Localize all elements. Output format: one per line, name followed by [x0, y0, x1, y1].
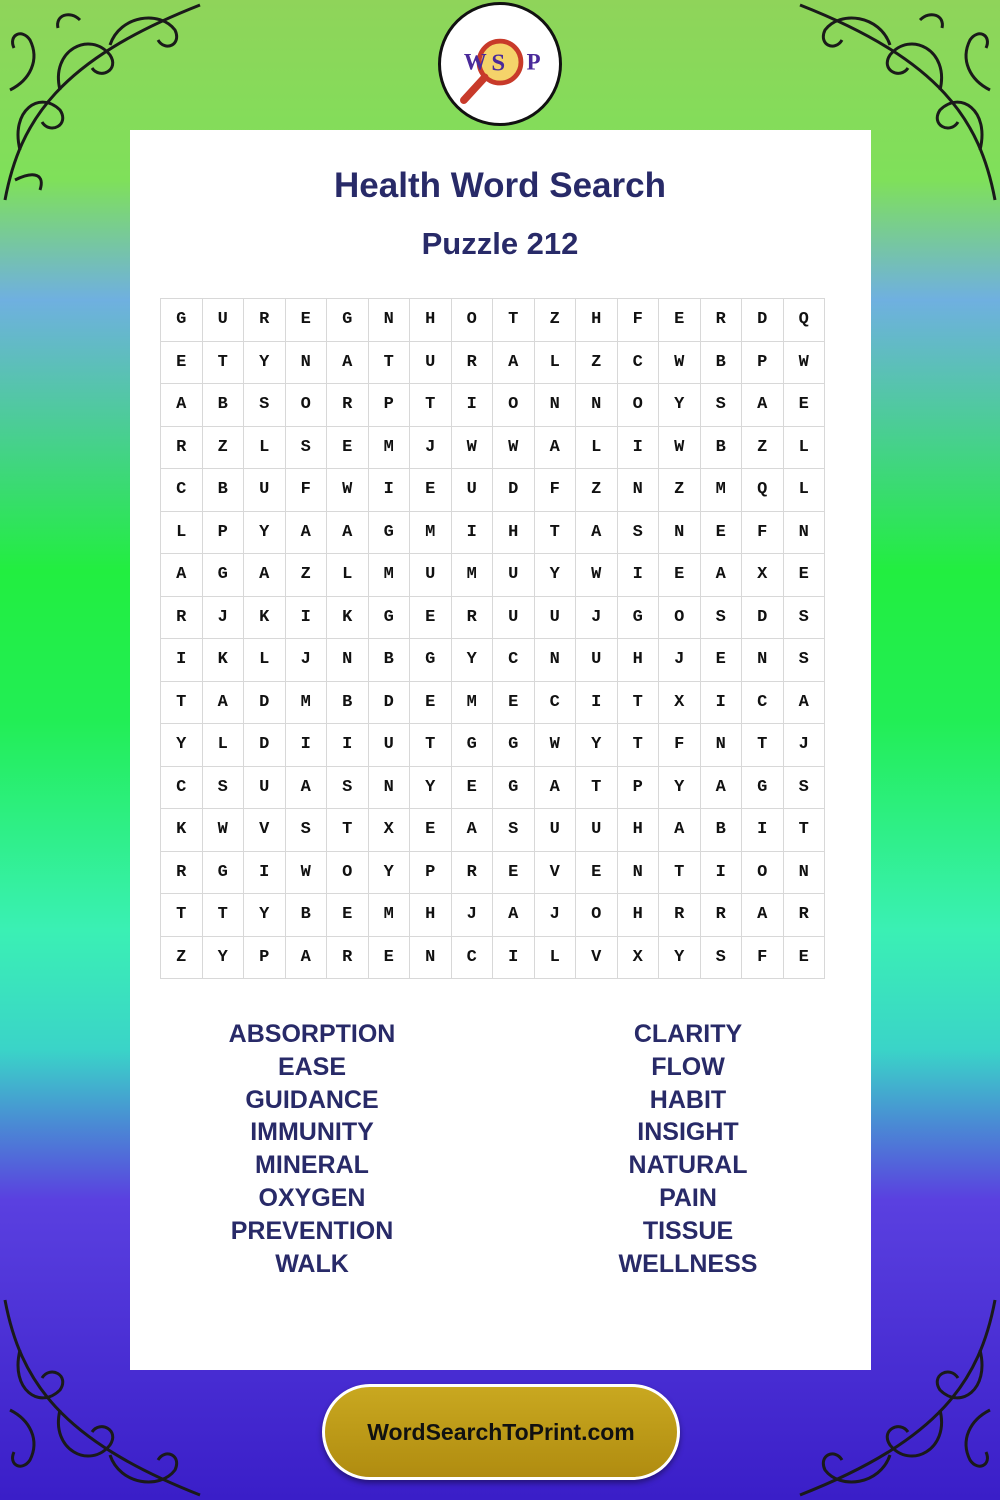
grid-cell[interactable]: T [742, 724, 784, 767]
grid-cell[interactable]: I [701, 852, 743, 895]
grid-cell[interactable]: T [618, 682, 660, 725]
grid-cell[interactable]: G [742, 767, 784, 810]
grid-cell[interactable]: A [452, 809, 494, 852]
word-list-left [162, 1018, 462, 1280]
grid-cell[interactable]: Z [161, 937, 203, 980]
grid-cell[interactable]: S [203, 767, 245, 810]
grid-cell[interactable]: Y [203, 937, 245, 980]
grid-cell[interactable]: U [244, 469, 286, 512]
grid-cell[interactable]: A [286, 767, 328, 810]
grid-cell[interactable]: C [742, 682, 784, 725]
grid-cell[interactable]: O [493, 384, 535, 427]
grid-cell[interactable]: W [659, 427, 701, 470]
grid-cell[interactable]: G [369, 512, 411, 555]
grid-cell[interactable]: S [286, 809, 328, 852]
grid-cell[interactable]: T [410, 384, 452, 427]
grid-cell[interactable]: O [618, 384, 660, 427]
grid-cell[interactable]: B [327, 682, 369, 725]
grid-cell[interactable]: T [161, 894, 203, 937]
grid-cell[interactable]: B [701, 809, 743, 852]
word-list-item: WALK [275, 1249, 349, 1278]
grid-cell[interactable]: N [410, 937, 452, 980]
grid-cell[interactable]: T [410, 724, 452, 767]
grid-cell[interactable]: Y [659, 767, 701, 810]
grid-cell[interactable]: N [784, 852, 826, 895]
grid-cell[interactable]: I [742, 809, 784, 852]
grid-cell[interactable]: M [369, 554, 411, 597]
word-list-item: CLARITY [633, 1020, 743, 1048]
grid-cell[interactable]: A [327, 342, 369, 385]
grid-cell[interactable]: H [618, 639, 660, 682]
grid-cell[interactable]: A [742, 894, 784, 937]
grid-cell[interactable]: O [452, 299, 494, 342]
grid-cell[interactable]: Y [659, 937, 701, 980]
grid-cell[interactable]: S [493, 809, 535, 852]
grid-cell[interactable]: F [659, 724, 701, 767]
grid-cell[interactable]: I [452, 384, 494, 427]
grid-cell[interactable]: I [493, 937, 535, 980]
grid-cell[interactable]: A [203, 682, 245, 725]
grid-cell[interactable]: W [286, 852, 328, 895]
grid-cell[interactable]: G [327, 299, 369, 342]
grid-cell[interactable]: K [327, 597, 369, 640]
grid-cell[interactable]: L [244, 639, 286, 682]
grid-cell[interactable]: T [784, 809, 826, 852]
grid-cell[interactable]: I [576, 682, 618, 725]
grid-cell[interactable]: S [701, 937, 743, 980]
grid-cell[interactable]: U [203, 299, 245, 342]
logo-letter-w: W [463, 49, 487, 75]
grid-cell[interactable]: Y [161, 724, 203, 767]
grid-cell[interactable]: E [161, 342, 203, 385]
grid-cell[interactable]: E [410, 597, 452, 640]
grid-cell[interactable]: A [327, 512, 369, 555]
grid-cell[interactable]: M [369, 427, 411, 470]
grid-cell[interactable]: E [327, 427, 369, 470]
word-list-item: FLOW [651, 1052, 725, 1081]
grid-cell[interactable]: R [161, 852, 203, 895]
grid-cell[interactable]: V [244, 809, 286, 852]
grid-cell[interactable]: N [576, 384, 618, 427]
grid-cell[interactable]: R [161, 427, 203, 470]
grid-cell[interactable]: S [701, 384, 743, 427]
grid-cell[interactable]: A [701, 554, 743, 597]
grid-cell[interactable]: H [618, 894, 660, 937]
grid-cell[interactable]: B [203, 384, 245, 427]
grid-cell[interactable]: P [203, 512, 245, 555]
word-list-item: PAIN [659, 1183, 717, 1212]
grid-cell[interactable]: J [784, 724, 826, 767]
grid-cell[interactable]: T [369, 342, 411, 385]
grid-cell[interactable]: O [327, 852, 369, 895]
grid-cell[interactable]: P [410, 852, 452, 895]
grid-cell[interactable]: U [535, 597, 577, 640]
logo-letter-s: S [491, 49, 506, 77]
word-list-item: GUIDANCE [245, 1085, 379, 1114]
grid-cell[interactable]: K [161, 809, 203, 852]
grid-cell[interactable]: R [161, 597, 203, 640]
grid-cell[interactable]: J [535, 894, 577, 937]
grid-cell[interactable]: B [701, 342, 743, 385]
grid-cell[interactable]: S [327, 767, 369, 810]
grid-cell[interactable]: U [493, 554, 535, 597]
grid-cell[interactable]: B [286, 894, 328, 937]
grid-cell[interactable]: E [286, 299, 328, 342]
word-list-item: WELLNESS [618, 1249, 758, 1278]
grid-cell[interactable]: R [452, 342, 494, 385]
grid-cell[interactable]: E [701, 639, 743, 682]
grid-cell[interactable]: F [742, 512, 784, 555]
grid-cell[interactable]: A [535, 427, 577, 470]
grid-cell[interactable]: A [576, 512, 618, 555]
letter-grid [160, 298, 825, 979]
grid-cell[interactable]: T [493, 299, 535, 342]
grid-cell[interactable]: W [784, 342, 826, 385]
grid-cell[interactable]: F [535, 469, 577, 512]
grid-cell[interactable]: Q [784, 299, 826, 342]
grid-cell[interactable]: C [161, 469, 203, 512]
grid-cell[interactable]: E [701, 512, 743, 555]
grid-cell[interactable]: N [618, 852, 660, 895]
grid-cell[interactable]: W [493, 427, 535, 470]
grid-cell[interactable]: Z [576, 342, 618, 385]
grid-cell[interactable]: T [161, 682, 203, 725]
grid-cell[interactable]: I [286, 724, 328, 767]
grid-cell[interactable]: S [701, 597, 743, 640]
word-list-item: PREVENTION [230, 1216, 394, 1245]
grid-cell[interactable]: Y [244, 894, 286, 937]
grid-cell[interactable]: C [535, 682, 577, 725]
grid-cell[interactable]: M [701, 469, 743, 512]
grid-cell[interactable]: A [161, 384, 203, 427]
grid-cell[interactable]: K [244, 597, 286, 640]
grid-cell[interactable]: A [659, 809, 701, 852]
grid-cell[interactable]: Z [659, 469, 701, 512]
grid-cell[interactable]: P [369, 384, 411, 427]
grid-cell[interactable]: U [535, 809, 577, 852]
grid-cell[interactable]: E [659, 554, 701, 597]
grid-cell[interactable]: O [659, 597, 701, 640]
grid-cell[interactable]: B [701, 427, 743, 470]
grid-cell[interactable]: E [410, 809, 452, 852]
grid-cell[interactable]: Y [659, 384, 701, 427]
grid-cell[interactable]: E [369, 937, 411, 980]
grid-cell[interactable]: I [327, 724, 369, 767]
grid-cell[interactable]: L [327, 554, 369, 597]
grid-cell[interactable]: A [161, 554, 203, 597]
grid-cell[interactable]: L [535, 937, 577, 980]
grid-cell[interactable]: D [244, 724, 286, 767]
grid-cell[interactable]: T [535, 512, 577, 555]
grid-cell[interactable]: H [410, 894, 452, 937]
grid-cell[interactable]: G [493, 767, 535, 810]
grid-cell[interactable]: N [327, 639, 369, 682]
grid-cell[interactable]: O [742, 852, 784, 895]
grid-cell[interactable]: G [161, 299, 203, 342]
grid-cell[interactable]: V [535, 852, 577, 895]
grid-cell[interactable]: R [784, 894, 826, 937]
grid-cell[interactable]: U [452, 469, 494, 512]
grid-cell[interactable]: R [452, 597, 494, 640]
grid-cell[interactable]: E [452, 767, 494, 810]
grid-cell[interactable]: N [535, 639, 577, 682]
grid-cell[interactable]: N [784, 512, 826, 555]
grid-cell[interactable]: Y [535, 554, 577, 597]
grid-cell[interactable]: H [493, 512, 535, 555]
grid-cell[interactable]: Y [244, 512, 286, 555]
grid-cell[interactable]: X [618, 937, 660, 980]
grid-cell[interactable]: A [286, 937, 328, 980]
grid-cell[interactable]: Y [452, 639, 494, 682]
word-list-item: IMMUNITY [250, 1118, 374, 1147]
grid-cell[interactable]: I [618, 554, 660, 597]
grid-cell[interactable]: R [452, 852, 494, 895]
grid-cell[interactable]: C [161, 767, 203, 810]
grid-cell[interactable]: O [286, 384, 328, 427]
grid-cell[interactable]: D [493, 469, 535, 512]
grid-cell[interactable]: L [784, 469, 826, 512]
word-list-item: NATURAL [628, 1151, 748, 1180]
grid-cell[interactable]: W [535, 724, 577, 767]
grid-cell[interactable]: O [576, 894, 618, 937]
grid-cell[interactable]: K [203, 639, 245, 682]
grid-cell[interactable]: P [742, 342, 784, 385]
grid-cell[interactable]: U [493, 597, 535, 640]
grid-cell[interactable]: X [742, 554, 784, 597]
grid-cell[interactable]: P [244, 937, 286, 980]
grid-cell[interactable]: T [327, 809, 369, 852]
site-link-button[interactable]: WordSearchToPrint.com [322, 1384, 680, 1480]
grid-cell[interactable]: G [410, 639, 452, 682]
grid-cell[interactable]: N [369, 767, 411, 810]
grid-cell[interactable]: T [659, 852, 701, 895]
word-list-item: MINERAL [255, 1151, 369, 1180]
grid-cell[interactable]: S [784, 597, 826, 640]
grid-cell[interactable]: J [576, 597, 618, 640]
grid-cell[interactable]: U [244, 767, 286, 810]
grid-cell[interactable]: E [659, 299, 701, 342]
grid-cell[interactable]: Z [535, 299, 577, 342]
grid-cell[interactable]: H [618, 809, 660, 852]
grid-cell[interactable]: S [784, 639, 826, 682]
grid-cell[interactable]: T [203, 342, 245, 385]
grid-cell[interactable]: W [659, 342, 701, 385]
site-logo[interactable] [438, 2, 562, 126]
grid-cell[interactable]: L [784, 427, 826, 470]
grid-cell[interactable]: C [493, 639, 535, 682]
word-list-right [538, 1018, 838, 1280]
grid-cell[interactable]: J [203, 597, 245, 640]
grid-cell[interactable]: T [618, 724, 660, 767]
logo-letter-p: P [526, 49, 541, 75]
grid-cell[interactable]: H [410, 299, 452, 342]
grid-cell[interactable]: E [493, 852, 535, 895]
grid-cell[interactable]: W [576, 554, 618, 597]
grid-cell[interactable]: J [452, 894, 494, 937]
grid-cell[interactable]: W [203, 809, 245, 852]
grid-cell[interactable]: Q [742, 469, 784, 512]
grid-cell[interactable]: C [618, 342, 660, 385]
grid-cell[interactable]: B [369, 639, 411, 682]
grid-cell[interactable]: N [701, 724, 743, 767]
grid-cell[interactable]: W [452, 427, 494, 470]
grid-cell[interactable]: X [659, 682, 701, 725]
grid-cell[interactable]: A [493, 342, 535, 385]
grid-cell[interactable]: I [286, 597, 328, 640]
grid-cell[interactable]: T [576, 767, 618, 810]
grid-cell[interactable]: S [286, 427, 328, 470]
grid-cell[interactable]: C [452, 937, 494, 980]
word-list-item: INSIGHT [637, 1118, 739, 1147]
grid-cell[interactable]: L [203, 724, 245, 767]
grid-cell[interactable]: E [493, 682, 535, 725]
grid-cell[interactable]: N [618, 469, 660, 512]
grid-cell[interactable]: A [286, 512, 328, 555]
grid-cell[interactable]: J [286, 639, 328, 682]
grid-cell[interactable]: E [410, 469, 452, 512]
grid-cell[interactable]: M [369, 894, 411, 937]
grid-cell[interactable]: I [161, 639, 203, 682]
grid-cell[interactable]: F [618, 299, 660, 342]
grid-cell[interactable]: E [784, 554, 826, 597]
grid-cell[interactable]: D [369, 682, 411, 725]
grid-cell[interactable]: G [452, 724, 494, 767]
grid-cell[interactable]: I [618, 427, 660, 470]
grid-cell[interactable]: P [618, 767, 660, 810]
grid-cell[interactable]: M [452, 554, 494, 597]
grid-cell[interactable]: F [286, 469, 328, 512]
grid-cell[interactable]: E [327, 894, 369, 937]
grid-cell[interactable]: V [576, 937, 618, 980]
grid-cell[interactable]: N [369, 299, 411, 342]
grid-cell[interactable]: D [244, 682, 286, 725]
page-title: Health Word Search [334, 166, 666, 205]
grid-cell[interactable]: E [410, 682, 452, 725]
grid-cell[interactable]: R [327, 384, 369, 427]
grid-cell[interactable]: Y [410, 767, 452, 810]
grid-cell[interactable]: M [452, 682, 494, 725]
grid-cell[interactable]: G [203, 852, 245, 895]
grid-cell[interactable]: F [742, 937, 784, 980]
grid-cell[interactable]: X [369, 809, 411, 852]
grid-cell[interactable]: L [535, 342, 577, 385]
grid-cell[interactable]: U [576, 639, 618, 682]
grid-cell[interactable]: D [742, 299, 784, 342]
grid-cell[interactable]: H [576, 299, 618, 342]
grid-cell[interactable]: E [576, 852, 618, 895]
grid-cell[interactable]: I [452, 512, 494, 555]
grid-cell[interactable]: R [701, 299, 743, 342]
grid-cell[interactable]: S [244, 384, 286, 427]
grid-cell[interactable]: R [244, 299, 286, 342]
grid-cell[interactable]: U [410, 554, 452, 597]
grid-cell[interactable]: A [493, 894, 535, 937]
grid-cell[interactable]: W [327, 469, 369, 512]
grid-cell[interactable]: Z [742, 427, 784, 470]
grid-cell[interactable]: G [369, 597, 411, 640]
word-list-item: EASE [277, 1052, 347, 1081]
grid-cell[interactable]: G [493, 724, 535, 767]
grid-cell[interactable]: U [410, 342, 452, 385]
grid-cell[interactable]: U [369, 724, 411, 767]
grid-cell[interactable]: A [742, 384, 784, 427]
grid-cell[interactable]: G [203, 554, 245, 597]
grid-cell[interactable]: N [286, 342, 328, 385]
grid-cell[interactable]: E [784, 384, 826, 427]
grid-cell[interactable]: A [701, 767, 743, 810]
grid-cell[interactable]: D [742, 597, 784, 640]
grid-cell[interactable]: N [742, 639, 784, 682]
puzzle-number: Puzzle 212 [421, 226, 579, 261]
grid-cell[interactable]: R [659, 894, 701, 937]
grid-cell[interactable]: S [784, 767, 826, 810]
grid-cell[interactable]: T [203, 894, 245, 937]
grid-cell[interactable]: A [535, 767, 577, 810]
grid-cell[interactable]: Z [203, 427, 245, 470]
grid-cell[interactable]: U [576, 809, 618, 852]
word-list-item: TISSUE [642, 1216, 734, 1245]
grid-cell[interactable]: M [286, 682, 328, 725]
grid-cell[interactable]: A [244, 554, 286, 597]
word-list-item: HABIT [649, 1085, 727, 1114]
grid-cell[interactable]: R [701, 894, 743, 937]
grid-cell[interactable]: L [576, 427, 618, 470]
grid-cell[interactable]: S [618, 512, 660, 555]
grid-cell[interactable]: E [784, 937, 826, 980]
grid-cell[interactable]: J [659, 639, 701, 682]
grid-cell[interactable]: M [410, 512, 452, 555]
grid-cell[interactable]: R [327, 937, 369, 980]
grid-cell[interactable]: B [203, 469, 245, 512]
grid-cell[interactable]: J [410, 427, 452, 470]
grid-cell[interactable]: L [161, 512, 203, 555]
grid-cell[interactable]: I [369, 469, 411, 512]
grid-cell[interactable]: A [784, 682, 826, 725]
grid-cell[interactable]: I [701, 682, 743, 725]
word-list-item: OXYGEN [258, 1183, 366, 1212]
grid-cell[interactable]: N [535, 384, 577, 427]
grid-cell[interactable]: Y [576, 724, 618, 767]
grid-cell[interactable]: Y [244, 342, 286, 385]
grid-cell[interactable]: G [618, 597, 660, 640]
grid-cell[interactable]: Z [286, 554, 328, 597]
grid-cell[interactable]: I [244, 852, 286, 895]
grid-cell[interactable]: Z [576, 469, 618, 512]
word-list-item: ABSORPTION [228, 1020, 396, 1048]
grid-cell[interactable]: Y [369, 852, 411, 895]
grid-cell[interactable]: N [659, 512, 701, 555]
grid-cell[interactable]: L [244, 427, 286, 470]
